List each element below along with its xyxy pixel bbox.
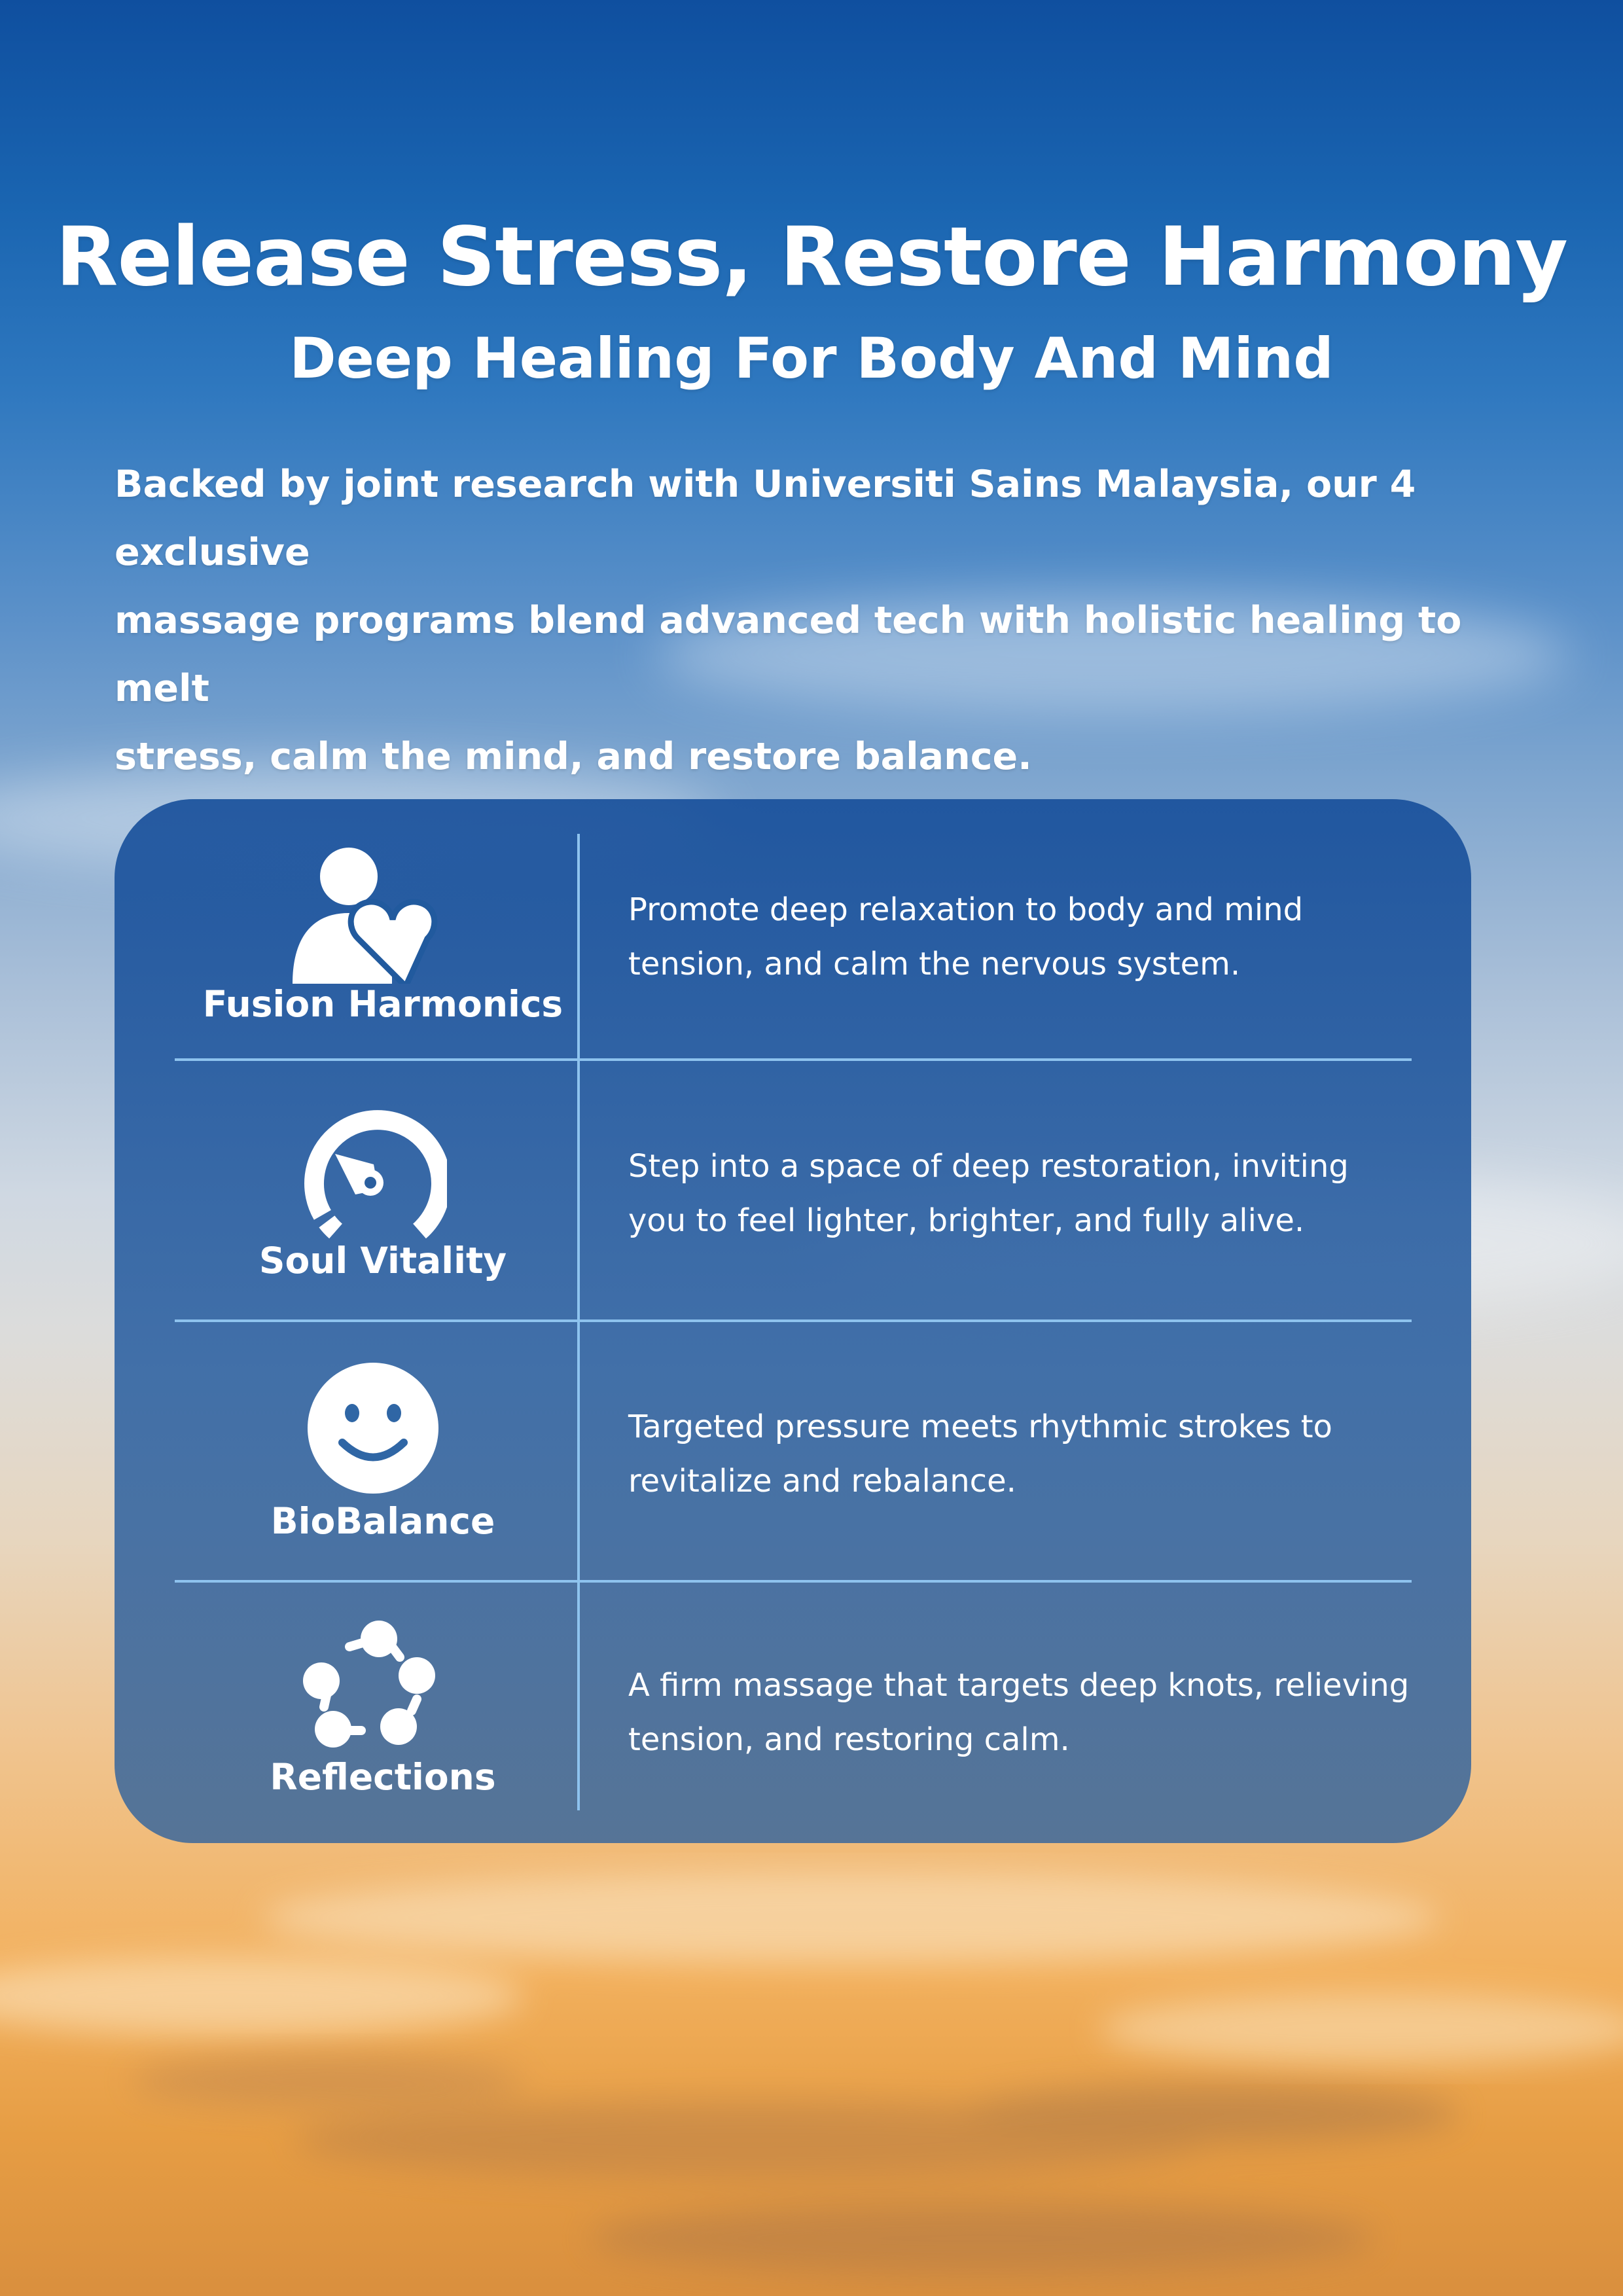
- intro-line: stress, calm the mind, and restore balance.: [115, 735, 1032, 778]
- program-name: BioBalance: [270, 1500, 495, 1542]
- intro-line: Backed by joint research with Universiti Sains Malaysia, our 4 exclusive: [115, 463, 1416, 574]
- smiley-face-icon: [304, 1359, 442, 1497]
- connected-circles-icon: [300, 1615, 444, 1753]
- intro-paragraph: [115, 450, 1515, 791]
- program-description: Targeted pressure meets rhythmic strokes to revitalize and rebalance.: [628, 1408, 1332, 1499]
- programs-card: [115, 799, 1471, 1843]
- program-name: Fusion Harmonics: [202, 983, 563, 1025]
- program-description: Step into a space of deep restoration, inviting you to feel lighter, brighter, and fully alive.: [628, 1148, 1349, 1239]
- page-subtitle: Deep Healing For Body And Mind: [289, 326, 1334, 391]
- intro-line: massage programs blend advanced tech with holistic healing to melt: [115, 599, 1462, 710]
- gauge-icon: [296, 1103, 447, 1240]
- program-row-biobalance: [115, 1321, 1471, 1581]
- program-name: Reflections: [270, 1756, 496, 1798]
- program-name: Soul Vitality: [259, 1240, 507, 1282]
- program-description: A firm massage that targets deep knots, relieving tension, and restoring calm.: [628, 1667, 1410, 1758]
- program-row-reflections: [115, 1581, 1471, 1843]
- program-description: Promote deep relaxation to body and mind tension, and calm the nervous system.: [628, 891, 1304, 982]
- program-row-fusion-harmonics: [115, 799, 1471, 1060]
- person-heart-icon: [293, 846, 450, 984]
- program-row-soul-vitality: [115, 1060, 1471, 1319]
- page-title: Release Stress, Restore Harmony: [55, 210, 1568, 304]
